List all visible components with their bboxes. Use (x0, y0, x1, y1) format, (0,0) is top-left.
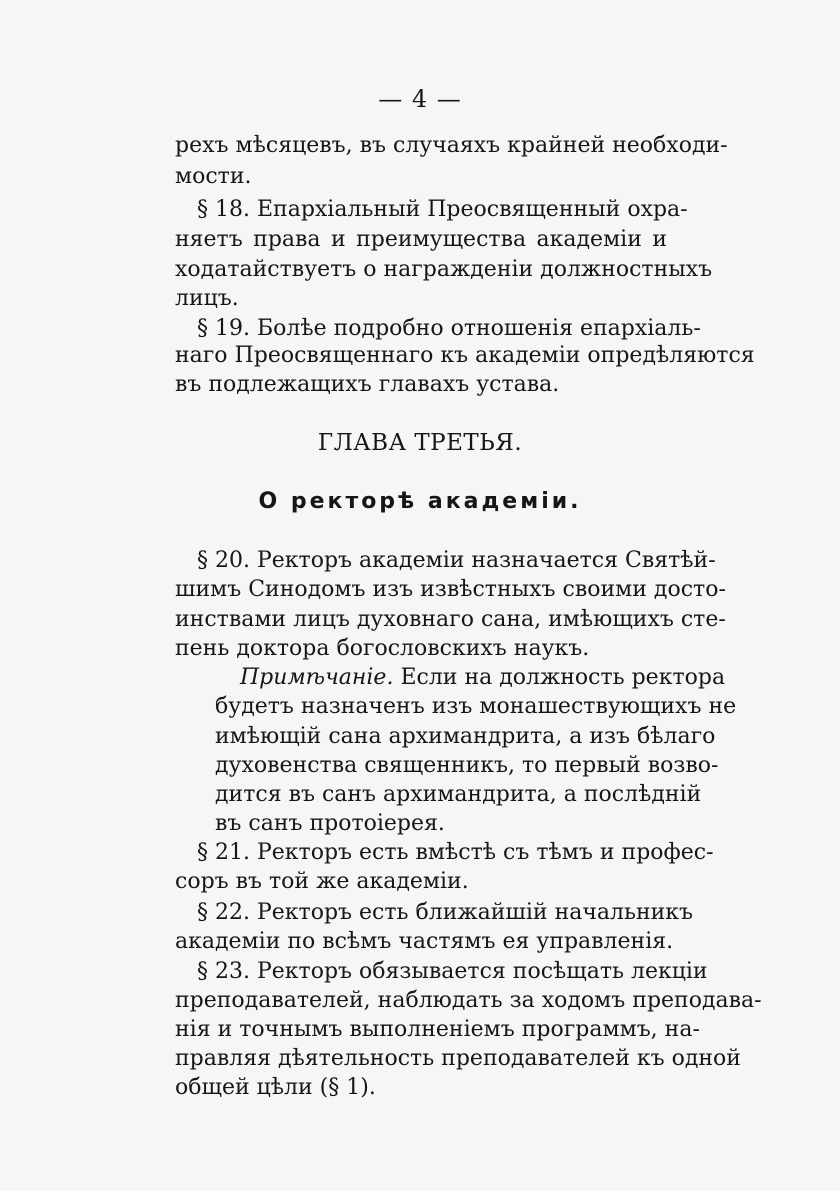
note-line: имѣющій сана архимандрита, а изъ бѣлаго (215, 724, 716, 749)
note-last-line: въ санъ протоіерея. (215, 811, 445, 836)
paragraph-20-line: инствами лицъ духовнаго сана, имѣющихъ сте- (175, 607, 726, 632)
paragraph-23-line: § 23. Ректоръ обязывается посѣщать лекціи (197, 959, 708, 984)
text-line: мости. (175, 164, 252, 189)
paragraph-21-line: соръ въ той же академіи. (175, 869, 469, 894)
note-first-text: Если на должность ректора (400, 665, 726, 690)
paragraph-22-line: академіи по всѣмъ частямъ ея управленія. (175, 929, 674, 954)
paragraph-23-line: преподавателей, наблюдать за ходомъ преподава- (175, 988, 762, 1013)
paragraph-23-line: правляя дѣятельность преподавателей къ одной (175, 1046, 741, 1071)
paragraph-19-line: наго Преосвященнаго къ академіи опредѣляются (175, 343, 755, 368)
note-line: духовенства священникъ, то первый возво- (215, 753, 719, 778)
paragraph-18-line: лицъ. (175, 286, 239, 311)
text-line: рехъ мѣсяцевъ, въ случаяхъ крайней необходи- (175, 133, 728, 158)
note-line: дится въ санъ архимандрита, а послѣдній (215, 782, 702, 807)
paragraph-20-line: шимъ Синодомъ изъ извѣстныхъ своими досто- (175, 577, 726, 602)
paragraph-19-line: § 19. Болѣе подробно отношенія епархіаль- (197, 316, 701, 341)
paragraph-23-line: общей цѣли (§ 1). (175, 1075, 376, 1100)
paragraph-22-line: § 22. Ректоръ есть ближайшій начальникъ (197, 900, 694, 925)
page-number: — 4 — (378, 85, 462, 113)
paragraph-19-line: въ подлежащихъ главахъ устава. (175, 372, 560, 397)
paragraph-18-line: § 18. Епархіальный Преосвященный охра- (197, 197, 688, 222)
note-line: будетъ назначенъ изъ монашествующихъ не (215, 694, 737, 719)
paragraph-21-line: § 21. Ректоръ есть вмѣстѣ съ тѣмъ и профес- (197, 840, 714, 865)
paragraph-23-line: нія и точнымъ выполненіемъ программъ, на- (175, 1017, 700, 1042)
note-first-line (240, 663, 726, 693)
section-title: О ректорѣ академіи. (258, 489, 582, 514)
chapter-title: ГЛАВА ТРЕТЬЯ. (317, 430, 523, 456)
paragraph-18-line: няетъ права и преимущества академіи и (175, 227, 667, 252)
paragraph-18-line: ходатайствуетъ о награжденіи должностныхъ (175, 257, 713, 282)
paragraph-20-line: пень доктора богословскихъ наукъ. (175, 636, 590, 661)
paragraph-20-line: § 20. Ректоръ академіи назначается Святѣй- (197, 548, 716, 573)
note-label: Примѣчаніе. (240, 665, 394, 690)
